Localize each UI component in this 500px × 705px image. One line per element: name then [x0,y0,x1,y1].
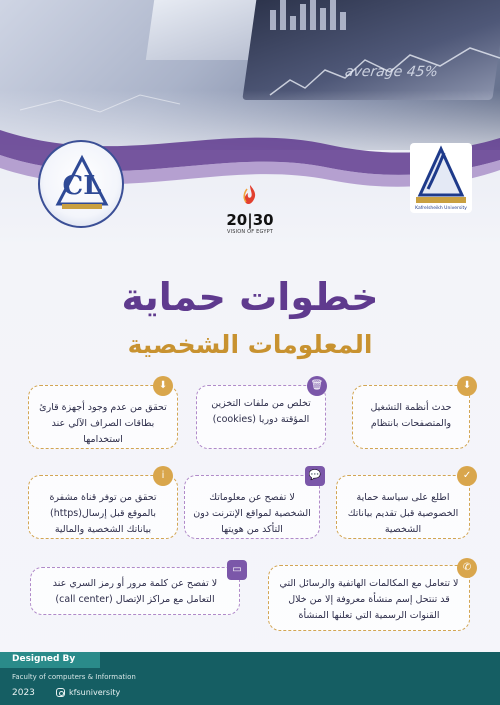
phone-icon: ✆ [457,558,477,578]
seal-emblem-icon [54,154,110,212]
info-icon: i [153,466,173,486]
designed-by-tab: Designed By [0,652,100,668]
card-calls-text: لا تتعامل مع المكالمات الهاتفية والرسائل التي قد تنتحل إسم منشأة معروفة إلا من خلال القنوات الرسمية التي تعلنها المنشأة [279,578,459,621]
card-temp-files [196,380,326,449]
vision-2030-logo [220,183,280,233]
card-https-text: تحقق من توفر قناة مشفرة بالموقع قبل إرسال(https) بياناتك الشخصية والمالية [49,492,157,535]
card-privacy-policy [336,470,472,539]
download-icon: ⬇ [153,376,173,396]
footer-year: 2023 [12,688,35,698]
page-title: خطوات حماية [121,275,379,319]
vision-caption: VISION OF EGYPT [226,229,274,235]
vision-number: 20|30 [226,211,274,229]
card-password-text: لا تفصح عن كلمة مرور أو رمز السري عند التعامل مع مراكز الإتصال (call center) [52,578,218,605]
svg-text:Kafrelsheikh University: Kafrelsheikh University [415,206,467,211]
university-logo-right [410,143,472,213]
svg-text:CL: CL [62,171,102,201]
vision-flame-icon [239,183,261,207]
university-emblem-icon [410,143,472,213]
card-updates [352,380,472,449]
document-check-icon: ✓ [457,466,477,486]
card-updates-text: حدث أنظمة التشغيل والمتصفحات بانتظام [370,402,452,429]
card-temp-files-text: تخلص من ملفات التخزين المؤقتة دوريا (cookies) [211,398,311,425]
card-atm-readers [28,380,178,449]
trash-icon: 🗑 [307,376,327,396]
instagram-icon [56,688,65,697]
footer-faculty: Faculty of computers & Information [12,673,136,681]
download-update-icon: ⬇ [457,376,477,396]
chat-icon: 💬 [305,466,325,486]
card-disclose-info [184,470,322,539]
university-seal-logo [38,140,124,228]
card-phone-calls [268,562,472,631]
footer-handle: kfsuniversity [69,688,121,697]
card-https [28,470,178,539]
page-subtitle: المعلومات الشخصية [127,330,373,359]
monitor-icon: ▭ [227,560,247,580]
card-privacy-text: اطلع على سياسة حماية الخصوصية قبل تقديم بياناتك الشخصية [347,492,459,535]
card-atm-text: تحقق من عدم وجود أجهزة قارئ بطاقات الصراف الآلي عند استخدامها [39,402,167,445]
card-password [30,564,242,615]
hero-average-text: average 45% [343,64,440,80]
card-disclose-text: لا تفصح عن معلوماتك الشخصية لمواقع الإنترنت دون التأكد من هويتها [193,492,311,535]
footer-social [56,688,120,697]
